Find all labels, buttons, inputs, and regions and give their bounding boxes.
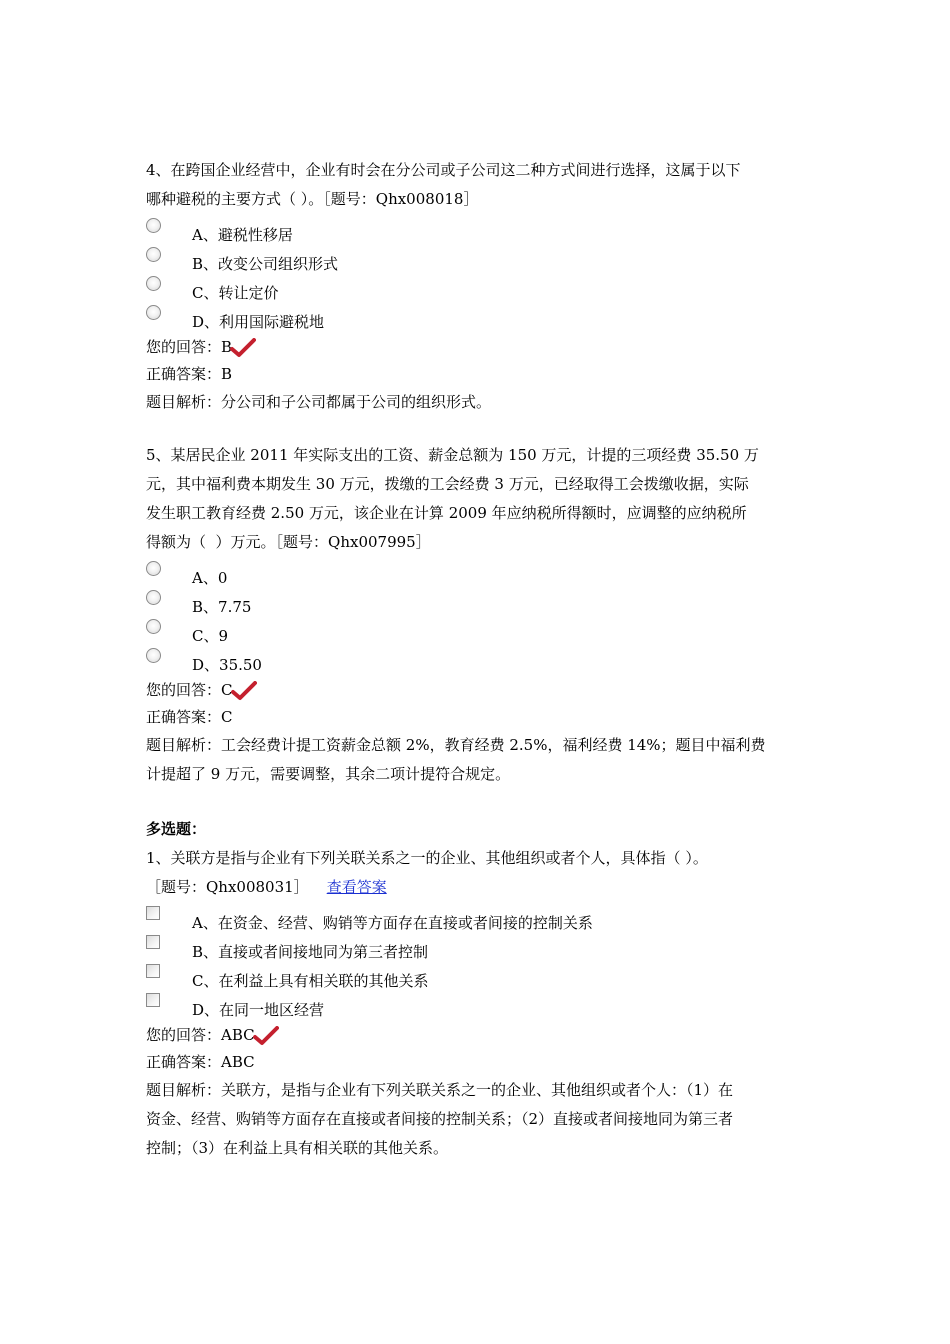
correct-answer	[146, 704, 816, 731]
option-label: B、改变公司组织形式	[192, 255, 339, 273]
your-answer	[146, 1022, 816, 1049]
your-answer-label: 您的回答：	[146, 1026, 222, 1044]
explanation: 计提超了 9 万元，需要调整，其余二项计提符合规定。	[146, 765, 511, 783]
checkbox-icon[interactable]	[146, 964, 160, 978]
question-text: 5、某居民企业 2011 年实际支出的工资、薪金总额为 150 万元，计提的三项经费 35.50 万	[146, 446, 759, 464]
options-list	[146, 218, 816, 334]
radio-button-icon[interactable]	[146, 218, 161, 233]
correct-answer-label: 正确答案：	[146, 1053, 222, 1071]
question-4	[146, 156, 816, 417]
question-text: 元，其中福利费本期发生 30 万元，拨缴的工会经费 3 万元，已经取得工会拨缴收据，实际	[146, 475, 749, 493]
radio-button-icon[interactable]	[146, 276, 161, 291]
correct-answer-label: 正确答案：	[146, 365, 222, 383]
quiz-content	[146, 156, 816, 1163]
option-c[interactable]	[146, 276, 816, 305]
explanation: 题目解析：分公司和子公司都属于公司的组织形式。	[146, 393, 492, 411]
option-a[interactable]	[146, 218, 816, 247]
radio-button-icon[interactable]	[146, 648, 161, 663]
option-label: B、7.75	[192, 598, 252, 616]
option-label: B、直接或者间接地同为第三者控制	[192, 943, 429, 961]
option-b[interactable]	[146, 935, 816, 964]
option-d[interactable]	[146, 305, 816, 334]
check-mark-icon	[253, 1026, 279, 1046]
correct-answer-label: 正确答案：	[146, 708, 222, 726]
correct-answer-value: B	[221, 365, 233, 383]
option-c[interactable]	[146, 619, 816, 648]
spacer	[146, 789, 816, 815]
multi-choice-section	[146, 815, 816, 1163]
question-text: 4、在跨国企业经营中，企业有时会在分公司或子公司这二种方式间进行选择，这属于以下	[146, 161, 741, 179]
question-id-line	[146, 873, 816, 902]
section-title: 多选题：	[146, 820, 207, 838]
option-a[interactable]	[146, 906, 816, 935]
checkbox-icon[interactable]	[146, 935, 160, 949]
option-b[interactable]	[146, 590, 816, 619]
radio-button-icon[interactable]	[146, 247, 161, 262]
radio-button-icon[interactable]	[146, 619, 161, 634]
checkbox-icon[interactable]	[146, 906, 160, 920]
checkbox-icon[interactable]	[146, 993, 160, 1007]
correct-answer	[146, 361, 816, 388]
your-answer-label: 您的回答：	[146, 338, 222, 356]
question-text: 哪种避税的主要方式（ ）。［题号：Qhx008018］	[146, 190, 479, 208]
question-text: 1、关联方是指与企业有下列关联关系之一的企业、其他组织或者个人，具体指（ ）。	[146, 849, 708, 867]
explanation: 题目解析：工会经费计提工资薪金总额 2%，教育经费 2.5%，福利经费 14%；题目中福利费	[146, 736, 766, 754]
option-label: D、利用国际避税地	[192, 313, 325, 331]
your-answer	[146, 334, 816, 361]
option-label: A、避税性移居	[192, 226, 293, 244]
question-id: ［题号：Qhx008031］	[146, 878, 309, 896]
your-answer	[146, 677, 816, 704]
question-text: 得额为（ ）万元。［题号：Qhx007995］	[146, 533, 431, 551]
check-mark-icon	[231, 681, 257, 701]
option-d[interactable]	[146, 993, 816, 1022]
explanation: 控制；（3）在利益上具有相关联的其他关系。	[146, 1139, 449, 1157]
option-label: C、转让定价	[192, 284, 279, 302]
option-label: A、0	[192, 569, 228, 587]
options-list	[146, 906, 816, 1022]
radio-button-icon[interactable]	[146, 590, 161, 605]
correct-answer-value: ABC	[221, 1053, 255, 1071]
radio-button-icon[interactable]	[146, 305, 161, 320]
your-answer-label: 您的回答：	[146, 681, 222, 699]
check-mark-icon	[230, 338, 256, 358]
correct-answer-value: C	[221, 708, 233, 726]
your-answer-value: ABC	[221, 1026, 255, 1044]
option-label: C、在利益上具有相关联的其他关系	[192, 972, 429, 990]
option-label: A、在资金、经营、购销等方面存在直接或者间接的控制关系	[192, 914, 593, 932]
option-a[interactable]	[146, 561, 816, 590]
option-label: D、35.50	[192, 656, 262, 674]
options-list	[146, 561, 816, 677]
explanation: 资金、经营、购销等方面存在直接或者间接的控制关系；（2）直接或者间接地同为第三者	[146, 1110, 734, 1128]
option-label: D、在同一地区经营	[192, 1001, 325, 1019]
your-answer-value: B	[221, 338, 233, 356]
explanation: 题目解析：关联方，是指与企业有下列关联关系之一的企业、其他组织或者个人：（1）在	[146, 1081, 734, 1099]
option-c[interactable]	[146, 964, 816, 993]
option-d[interactable]	[146, 648, 816, 677]
view-answer-link[interactable]: 查看答案	[326, 878, 387, 896]
question-5	[146, 441, 816, 789]
your-answer-value: C	[221, 681, 233, 699]
correct-answer	[146, 1049, 816, 1076]
radio-button-icon[interactable]	[146, 561, 161, 576]
question-text: 发生职工教育经费 2.50 万元，该企业在计算 2009 年应纳税所得额时，应调整的应纳税所	[146, 504, 747, 522]
option-b[interactable]	[146, 247, 816, 276]
spacer	[146, 417, 816, 441]
option-label: C、9	[192, 627, 229, 645]
